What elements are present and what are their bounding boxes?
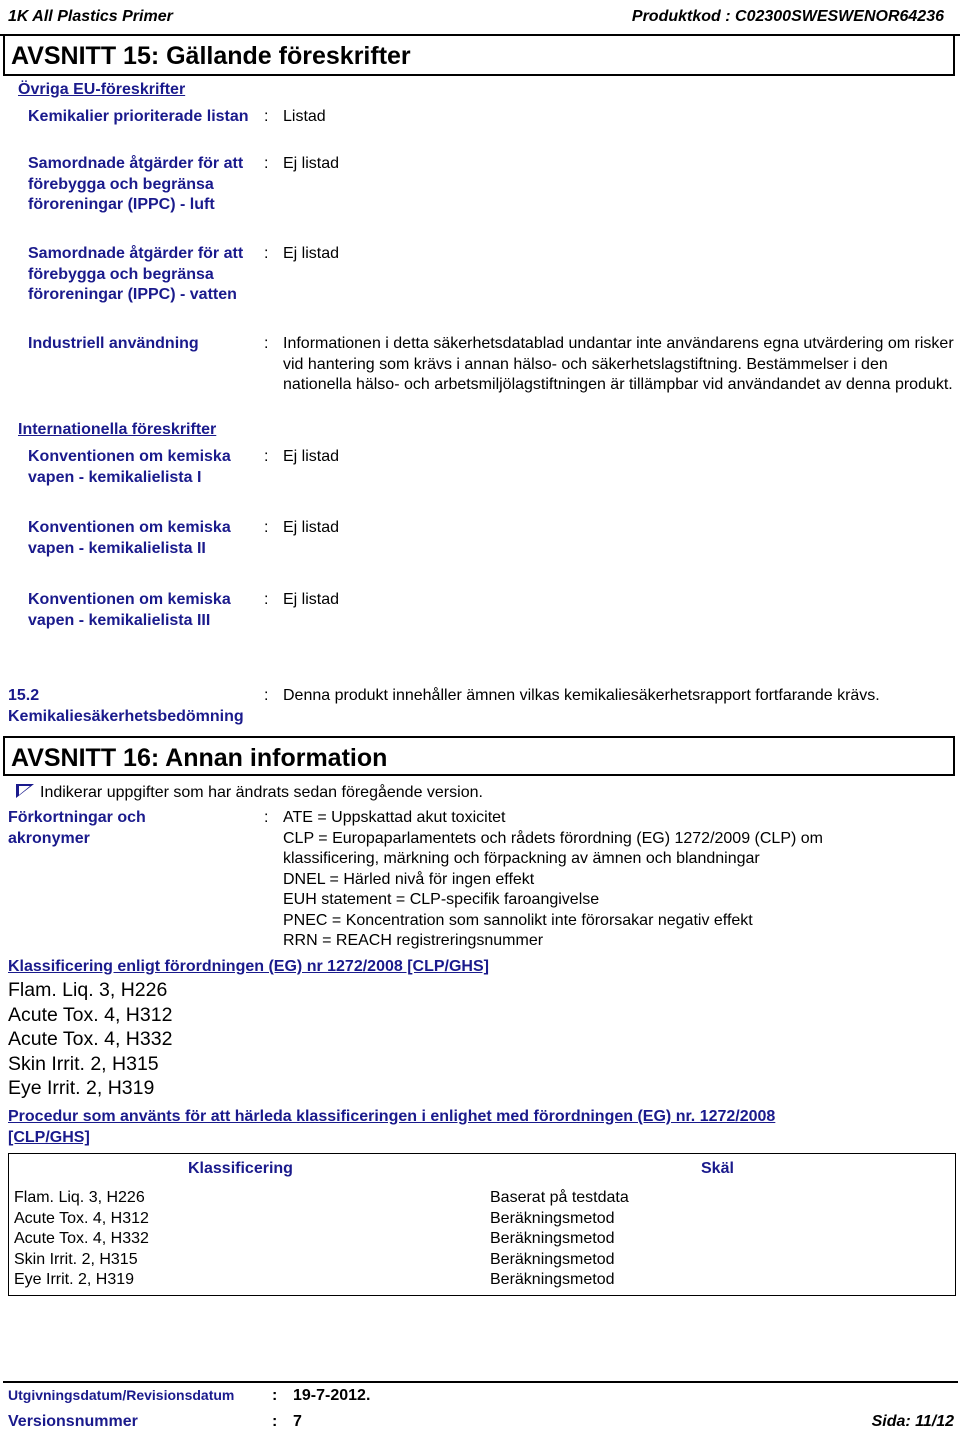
colon: : [264, 155, 269, 172]
row-value: Ej listad [283, 245, 340, 262]
csa-label: 15.2 Kemikaliesäkerhetsbedömning [8, 687, 244, 725]
table-cell: Skin Irrit. 2, H315 [14, 1250, 138, 1268]
changed-note: Indikerar uppgifter som har ändrats sedan föregående version. [40, 784, 483, 801]
row-value: Listad [283, 108, 326, 125]
abbr-line: EUH statement = CLP-specifik faroangivelse [283, 891, 600, 908]
table-cell: Acute Tox. 4, H332 [14, 1230, 149, 1247]
version-label: Versionsnummer [8, 1413, 138, 1430]
row-label: Konventionen om kemiska vapen - kemikalielista III [28, 591, 231, 629]
colon: : [264, 245, 269, 262]
abbr-line: PNEC = Koncentration som sannolikt inte förorsakar negativ effekt [283, 911, 753, 929]
clp-item: Acute Tox. 4, H332 [8, 1028, 173, 1051]
abbr-line: CLP = Europaparlamentets och rådets förordning (EG) 1272/2009 (CLP) om [283, 829, 823, 847]
row-value: Ej listad [283, 591, 340, 608]
product-code: Produktkod : C02300SWESWENOR64236 [631, 8, 944, 25]
issue-date-label: Utgivningsdatum/Revisionsdatum [8, 1387, 235, 1403]
reason-column [490, 1188, 629, 1291]
abbr-line: ATE = Uppskattad akut toxicitet [283, 809, 506, 826]
colon: : [264, 809, 269, 826]
table-header-classification: Klassificering [188, 1160, 293, 1177]
table-cell: Flam. Liq. 3, H226 [14, 1189, 145, 1206]
issue-date-value: 19-7-2012. [293, 1387, 371, 1404]
classification-table [8, 1153, 956, 1296]
page-header [0, 0, 960, 36]
colon: : [264, 591, 269, 608]
table-cell: Baserat på testdata [490, 1189, 629, 1206]
changed-marker-icon [16, 784, 34, 798]
table-header-reason: Skäl [701, 1160, 734, 1177]
procedure-heading [8, 1106, 948, 1148]
row-label: Konventionen om kemiska vapen - kemikalielista I [28, 448, 231, 486]
colon: : [272, 1413, 278, 1430]
csa-value: Denna produkt innehåller ämnen vilkas kemikaliesäkerhetsrapport fortfarande krävs. [283, 687, 880, 704]
eu-regulations-heading: Övriga EU-föreskrifter [18, 81, 186, 98]
table-cell: Beräkningsmetod [490, 1250, 615, 1268]
row-value: Ej listad [283, 448, 340, 465]
colon: : [264, 687, 269, 704]
product-name: 1K All Plastics Primer [8, 8, 173, 25]
colon: : [264, 448, 269, 465]
clp-item: Skin Irrit. 2, H315 [8, 1052, 159, 1075]
colon: : [264, 335, 269, 352]
abbr-line: klassificering, märkning och förpackning av ämnen och blandningar [283, 850, 760, 867]
row-label: Kemikalier prioriterade listan [28, 108, 249, 125]
row-value: Informationen i detta säkerhetsdatablad undantar inte användarens egna utvärdering om risker vid hantering som krävs i annan hälso- och säkerhetslagstiftning. Bestämmelser i den nationella hälso- och arbetsmiljölagstiftningen är tillämpbar vid användandet av denna produkt. [283, 335, 954, 393]
section-15-title: AVSNITT 15: Gällande föreskrifter [3, 36, 955, 76]
abbr-label: Förkortningar och akronymer [8, 809, 146, 847]
colon: : [264, 519, 269, 536]
page-footer [3, 1381, 958, 1439]
clp-item: Eye Irrit. 2, H319 [8, 1077, 155, 1100]
table-cell: Acute Tox. 4, H312 [14, 1209, 149, 1227]
row-label: Samordnade åtgärder för att förebygga och begränsa föroreningar (IPPC) - luft [28, 155, 244, 213]
page-number: Sida: 11/12 [871, 1413, 954, 1430]
row-label: Industriell användning [28, 335, 199, 352]
abbr-line: DNEL = Härled nivå för ingen effekt [283, 870, 535, 888]
international-regulations-heading: Internationella föreskrifter [18, 421, 217, 438]
row-value: Ej listad [283, 155, 340, 172]
table-cell: Eye Irrit. 2, H319 [14, 1271, 135, 1288]
clp-item: Flam. Liq. 3, H226 [8, 979, 168, 1001]
colon: : [264, 108, 269, 125]
table-cell: Beräkningsmetod [490, 1230, 615, 1247]
procedure-heading-line: Procedur som använts för att härleda klassificeringen i enlighet med förordningen (EG) nr. 1272/2008 [8, 1108, 776, 1125]
clp-heading: Klassificering enligt förordningen (EG) nr 1272/2008 [CLP/GHS] [8, 958, 489, 975]
version-value: 7 [293, 1413, 302, 1430]
table-cell: Beräkningsmetod [490, 1271, 615, 1288]
abbr-line: RRN = REACH registreringsnummer [283, 932, 544, 949]
table-cell: Beräkningsmetod [490, 1209, 615, 1227]
row-value: Ej listad [283, 519, 340, 536]
clp-list [8, 978, 172, 1101]
row-label: Samordnade åtgärder för att förebygga och begränsa föroreningar (IPPC) - vatten [28, 245, 244, 303]
row-label: Konventionen om kemiska vapen - kemikalielista II [28, 519, 231, 557]
classification-column [14, 1188, 149, 1291]
section-16-title: AVSNITT 16: Annan information [3, 736, 955, 776]
abbr-list [283, 808, 923, 952]
colon: : [272, 1387, 278, 1404]
procedure-heading-line: [CLP/GHS] [8, 1129, 90, 1146]
clp-item: Acute Tox. 4, H312 [8, 1003, 173, 1026]
